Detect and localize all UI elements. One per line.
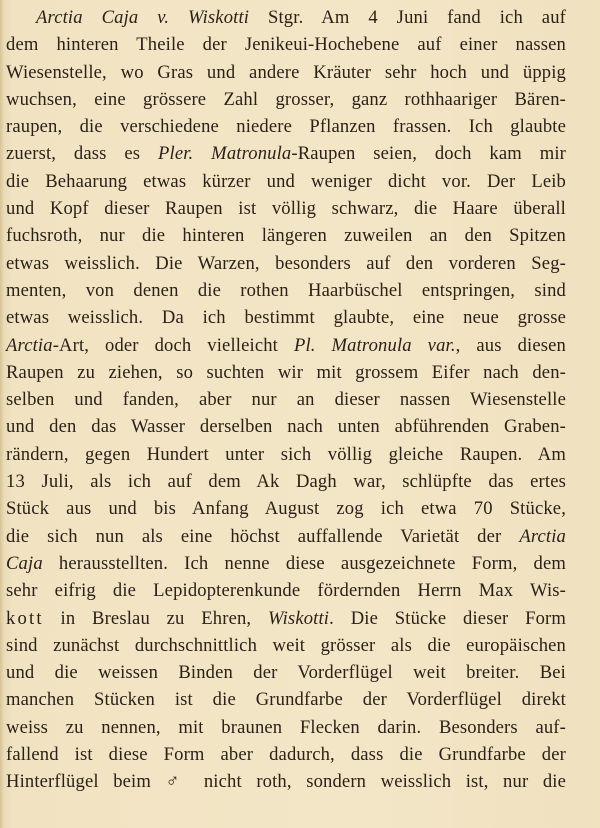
text-line (6, 250, 566, 277)
text-line (6, 140, 566, 167)
text-line (6, 332, 566, 359)
text-run: sind zunächst durchschnittlich weit grösser als die europäischen (6, 634, 566, 656)
text-run: herausstellten. Ich nenne diese ausgezeichnete Form, dem (42, 552, 566, 574)
text-run: fallend ist diese Form aber dadurch, dass die Grundfarbe der (6, 744, 566, 766)
text-line (6, 168, 566, 195)
text-run: die Behaarung etwas kürzer und weniger dicht vor. Der Leib (6, 170, 566, 192)
text-line (6, 632, 566, 659)
text-run: , aus diesen (455, 334, 566, 356)
text-run: 13 Juli, als ich auf dem Ak Dagh war, schlüpfte das ertes (6, 471, 566, 493)
text-run: und Kopf dieser Raupen ist völlig schwarz, die Haare überall (6, 198, 566, 220)
italic-text: Caja (6, 552, 43, 574)
text-line (6, 413, 566, 440)
text-run: dem hinteren Theile der Jenikeui-Hochebene auf einer nassen (6, 34, 566, 56)
text-line (6, 768, 566, 795)
text-line (6, 550, 566, 577)
text-run: fuchsroth, nur die hinteren längeren zuweilen an den Spitzen (6, 225, 566, 247)
text-run: Raupen zu ziehen, so suchten wir mit grossem Eifer nach den- (6, 361, 566, 383)
text-run: raupen, die verschiedene niedere Pflanzen frassen. Ich glaubte (6, 116, 566, 138)
text-run: etwas weisslich. Die Warzen, besonders auf den vorderen Seg- (6, 252, 566, 274)
text-line (6, 741, 566, 768)
text-line (6, 659, 566, 686)
text-line (6, 59, 566, 86)
text-run: zuerst, dass es (6, 143, 158, 165)
text-run: weiss zu nennen, mit braunen Flecken darin. Besonders auf- (6, 716, 566, 738)
text-line (6, 441, 566, 468)
spaced-text: kott (6, 607, 44, 629)
text-run: und die weissen Binden der Vorderflügel weit breiter. Bei (6, 662, 566, 684)
italic-text: Pl. Matronula var. (293, 334, 456, 356)
text-run: -Raupen seien, doch kam mir (291, 143, 566, 165)
text-line (6, 4, 566, 31)
page-gutter (0, 0, 5, 828)
italic-text: Arctia Caja v. Wiskotti (36, 7, 250, 28)
text-line (6, 222, 566, 249)
text-run: die sich nun als eine höchst auffallende Varietät der (6, 525, 520, 547)
text-line (6, 277, 566, 304)
text-line (6, 523, 566, 550)
text-line (6, 304, 566, 331)
text-line (6, 714, 566, 741)
text-line (6, 495, 566, 522)
text-line (6, 359, 566, 386)
text-run: Wiesenstelle, wo Gras und andere Kräuter sehr hoch und üppig (6, 61, 566, 83)
text-line (6, 195, 566, 222)
text-run: -Art, oder doch vielleicht (52, 334, 294, 356)
text-run: und den das Wasser derselben nach unten abführenden Graben- (6, 416, 566, 438)
text-run: . Die Stücke dieser Form (329, 607, 566, 629)
italic-text: Pler. Matronula (158, 143, 292, 165)
text-line (6, 605, 566, 632)
text-run: selben und fanden, aber nur an dieser nassen Wiesenstelle (6, 389, 566, 411)
text-run: Stgr. Am 4 Juni fand ich auf (249, 7, 566, 28)
text-run: rändern, gegen Hundert unter sich völlig gleiche Raupen. Am (6, 443, 566, 465)
text-run: Stück aus und bis Anfang August zog ich etwa 70 Stücke, (6, 498, 566, 520)
text-line (6, 31, 566, 58)
text-run: manchen Stücken ist die Grundfarbe der Vorderflügel direkt (6, 689, 566, 711)
text-run: sehr eifrig die Lepidopterenkunde fördernden Herrn Max Wis- (6, 580, 566, 602)
text-run: Hinterflügel beim ♂ nicht roth, sondern weisslich ist, nur die (6, 771, 566, 793)
italic-text: Arctia (6, 334, 53, 356)
text-line (6, 577, 566, 604)
text-line (6, 113, 566, 140)
text-run: etwas weisslich. Da ich bestimmt glaubte, eine neue grosse (6, 307, 566, 329)
text-run: menten, von denen die rothen Haarbüschel entspringen, sind (6, 279, 566, 301)
italic-text: Wiskotti (268, 607, 330, 629)
text-run: in Breslau zu Ehren, (43, 607, 268, 629)
italic-text: Arctia (519, 525, 566, 547)
text-line (6, 686, 566, 713)
body-text (6, 4, 566, 796)
text-line (6, 386, 566, 413)
text-run: wuchsen, eine grössere Zahl grosser, ganz rothhaariger Bären- (6, 88, 566, 110)
text-line (6, 86, 566, 113)
text-line (6, 468, 566, 495)
